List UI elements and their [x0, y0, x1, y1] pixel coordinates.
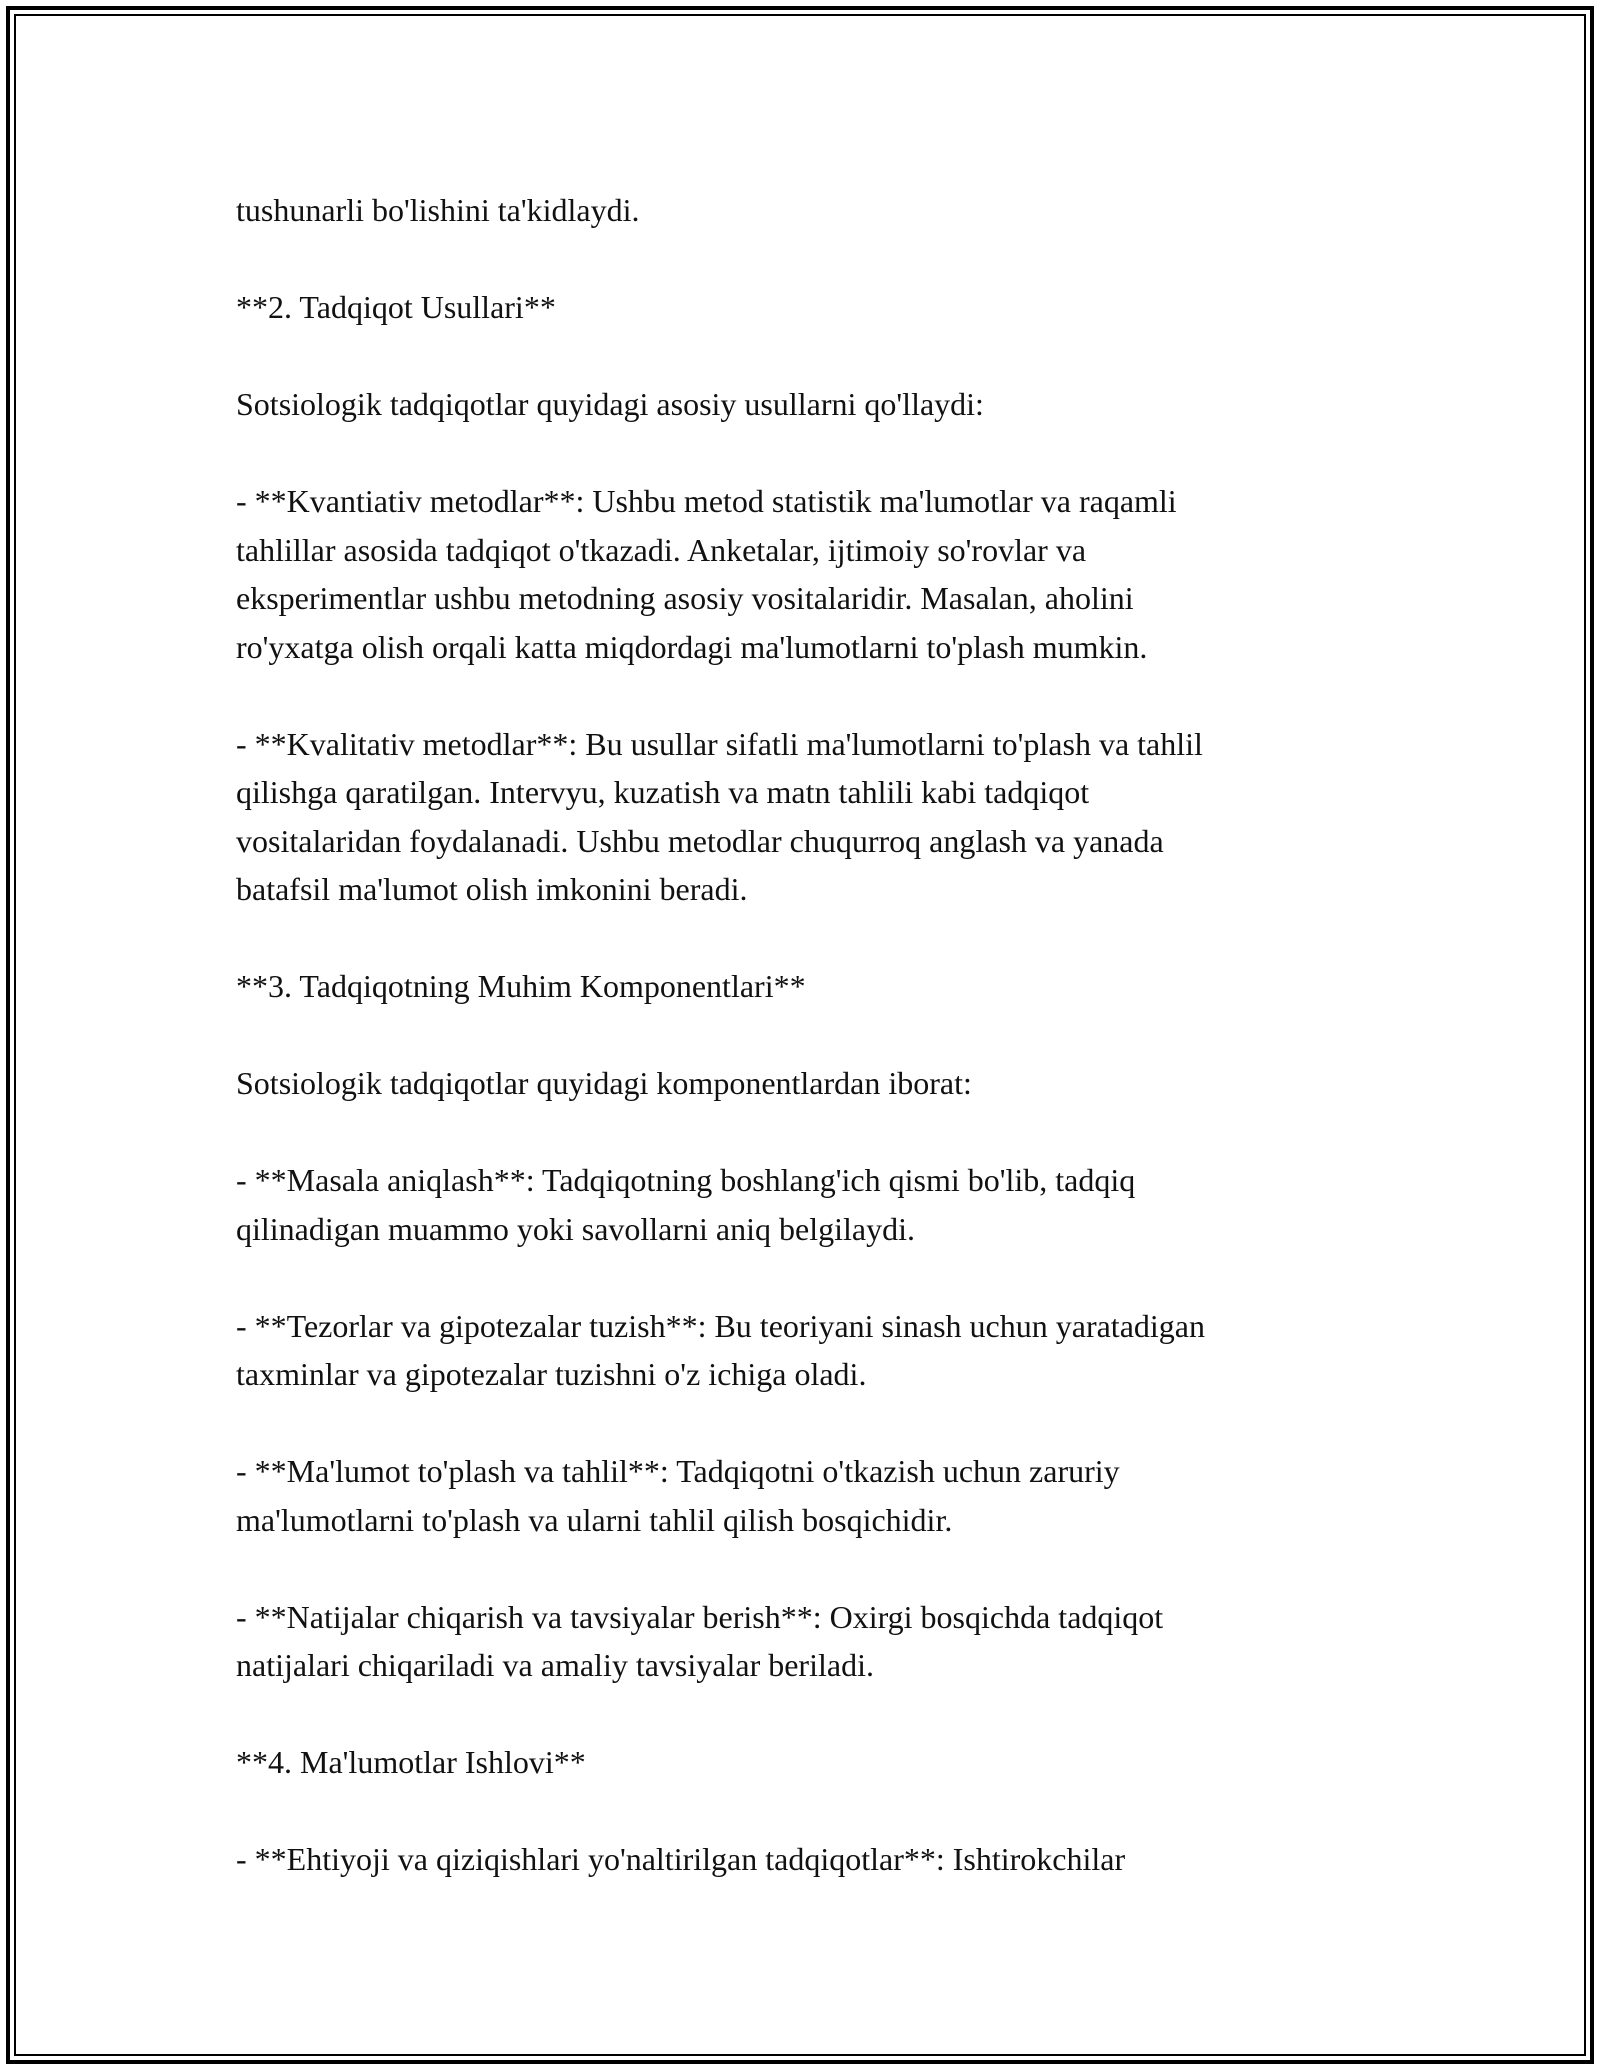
section-heading-tadqiqot-usullari: **2. Tadqiqot Usullari** [236, 289, 556, 325]
paragraph-komponentlar-intro: Sotsiologik tadqiqotlar quyidagi komponentlardan iborat: [236, 1065, 972, 1101]
list-item-ehtiyoji: - **Ehtiyoji va qiziqishlari yo'naltirilgan tadqiqotlar**: Ishtirokchilar [236, 1841, 1126, 1877]
paragraph-usullar-intro: Sotsiologik tadqiqotlar quyidagi asosiy usullarni qo'llaydi: [236, 386, 984, 422]
list-item-tezorlar-gipotezalar: - **Tezorlar va gipotezalar tuzish**: Bu teoriyani sinash uchun yaratadigan taxminlar va gipotezalar tuzishni o'z ichiga oladi. [236, 1307, 1205, 1392]
list-item-kvantiativ-metodlar: - **Kvantiativ metodlar**: Ushbu metod statistik ma'lumotlar va raqamli tahlillar asosida tadqiqot o'tkazadi. Anketalar, ijtimoiy so'rovlar va eksperimentlar ushbu metodning asosiy vositalaridir. Masalan, aholini ro'yxatga olish orqali katta miqdordagi ma'lumotlarni to'plash mumkin. [236, 483, 1177, 665]
list-item-kvalitativ-metodlar: - **Kvalitativ metodlar**: Bu usullar sifatli ma'lumotlarni to'plash va tahlil qilishga qaratilgan. Intervyu, kuzatish va matn tahlili kabi tadqiqot vositalaridan foydalanadi. Ushbu metodlar chuqurroq anglash va yanada batafsil ma'lumot olish imkonini beradi. [236, 725, 1203, 907]
document-body [236, 186, 1366, 1884]
section-heading-muhim-komponentlari: **3. Tadqiqotning Muhim Komponentlari** [236, 968, 806, 1004]
list-item-masala-aniqlash: - **Masala aniqlash**: Tadqiqotning boshlang'ich qismi bo'lib, tadqiq qilinadigan muammo yoki savollarni aniq belgilaydi. [236, 1162, 1136, 1247]
list-item-malumot-toplash: - **Ma'lumot to'plash va tahlil**: Tadqiqotni o'tkazish uchun zaruriy ma'lumotlarni to'plash va ularni tahlil qilish bosqichidir. [236, 1453, 1120, 1538]
list-item-natijalar: - **Natijalar chiqarish va tavsiyalar berish**: Oxirgi bosqichda tadqiqot natijalari chiqariladi va amaliy tavsiyalar beriladi. [236, 1598, 1164, 1683]
paragraph-continuation: tushunarli bo'lishini ta'kidlaydi. [236, 192, 640, 228]
section-heading-malumotlar-ishlovi: **4. Ma'lumotlar Ishlovi** [236, 1744, 586, 1780]
